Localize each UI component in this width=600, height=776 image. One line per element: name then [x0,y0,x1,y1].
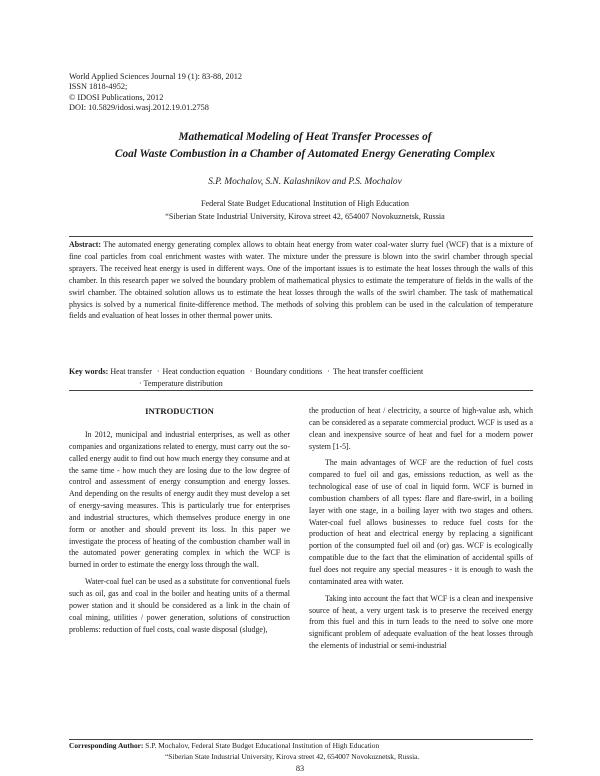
keywords-label: Key words: [69,367,109,376]
affiliation [60,197,550,223]
keyword: · The heat transfer coefficient [322,367,423,376]
doi: DOI: 10.5829/idosi.wasj.2012.19.01.2758 [69,103,209,113]
footer-rule [69,739,533,740]
issn: ISSN 1818-4952; [69,82,128,92]
paragraph: Taking into account the fact that WCF is a clean and inexpensive source of heat, a very urgent task is to preserve the received energy from this fuel and this in turn leads to the need to solve one more significant problem of adequate evaluation of the heat losses through the elements of industrial or semi-industrial [309,593,533,651]
title-line-1: Mathematical Modeling of Heat Transfer Processes of [178,131,432,143]
journal-meta [69,72,242,114]
paper-title [60,129,550,162]
page-number: 83 [295,764,305,773]
paragraph: the production of heat / electricity, a source of high-value ash, which can be considered as a separate commercial product. WCF is used as a clean and inexpensive source of heat and fuel for a modern power system [1-5]. [309,406,533,451]
footer-label: Corresponding Author: [69,741,144,750]
affiliation-line-1: Federal State Budget Educational Institution of High Education [200,199,410,208]
keywords: Key words: Heat transfer · Heat conduction equation · Boundary conditions · The heat transfer coefficient · Temperature distribution [69,366,533,389]
copyright: © IDOSI Publications, 2012 [69,92,164,102]
keyword: · Heat conduction equation [152,367,245,376]
abstract-top-rule [69,236,533,237]
right-column [309,405,533,652]
paragraph: The main advantages of WCF are the reduction of fuel costs compared to fuel oil and gas, emissions reduction, as well as the technological ease of use of coal in liquid form. WCF is burned in combustion chambers of all types: flare and flare-swirl, in a boiling layer with one stage, in a boiling layer with two stages and others. Water-coal fuel allows businesses to reduce fuel costs for the production of heat and electrical energy by replacing a significant portion of the consumpted fuel oil and (or) gas. WCF is ecologically compatible due to the fact that the elimination of accidental spills of fuel does not require any special measures - it is enough to wash the contaminated area with water. [309,458,533,586]
abstract-label: Abstract: [69,240,101,249]
corresponding-author [69,741,533,762]
footer-line-2: “Siberian State Industrial University, Kirova street 42, 654007 Novokuznetsk, Russia. [165,751,420,761]
paragraph: In 2012, municipal and industrial enterprises, as well as other companies and organizations related to energy, must carry out the so-called energy audit to find out how much energy they consume and at the same time - how much they are losing due to the low degree of control and assessment of energy consumption and energy losses. And depending on the results of energy audit they must develop a set of energy-saving measures. This is particularly true for enterprises and industrial structures, which themselves produce energy in one form or another and should prevent its loss. In this paper we investigate the process of heating of the combustion chamber wall in the automated power generating complex in which the WCF is burned in order to estimate the energy loss through the wall. [69,430,290,570]
authors: S.P. Mochalov, S.N. Kalashnikov and P.S. Mochalov [208,177,402,187]
affiliation-line-2: “Siberian State Industrial University, Kirova street 42, 654007 Novokuznetsk, Russia [165,212,445,221]
section-heading: INTRODUCTION [145,406,214,416]
left-column [69,405,290,635]
keyword: · Boundary conditions [245,367,323,376]
keyword: Heat transfer [110,367,152,376]
paragraph: Water-coal fuel can be used as a substitute for conventional fuels such as oil, gas and coal in the boiler and heating units of a thermal power station and it should be considered as a link in the chain of coal mining, utilities / power generation, solutions of construction problems: reduction of fuel costs, coal waste disposal (sludge), [69,577,290,634]
journal-citation: World Applied Sciences Journal 19 (1): 83-88, 2012 [69,72,243,81]
abstract-text: The automated energy generating complex allows to obtain heat energy from water coal-water slurry fuel (WCF) that is a mixture of fine coal particles from coal enrichment wastes with water. The mixture under the pressure is blown into the swirl chamber through special sprayers. The received heat energy is used in different ways. One of the important issues is to estimate the heat losses through the walls of this chamber. In this research paper we solved the boundary problem of mathematical physics to estimate the temperature of fields in the walls of the swirl chamber. The obtained solution allows us to estimate the heat losses through the walls of the swirl chamber. The task of mathematical physics is solved by a numerical finite-difference method. The methods of solving this problem can be used in the calculation of temperature fields and evaluation of heat losses in other thermal power units. [69,240,533,321]
keywords-bottom-rule [69,390,533,391]
title-line-2: Coal Waste Combustion in a Chamber of Automated Energy Generating Complex [114,147,496,160]
keyword: Temperature distribution [143,378,223,388]
abstract [69,239,533,322]
keyword-list [110,367,423,376]
footer-line-1: S.P. Mochalov, Federal State Budget Educational Institution of High Education [145,741,380,750]
